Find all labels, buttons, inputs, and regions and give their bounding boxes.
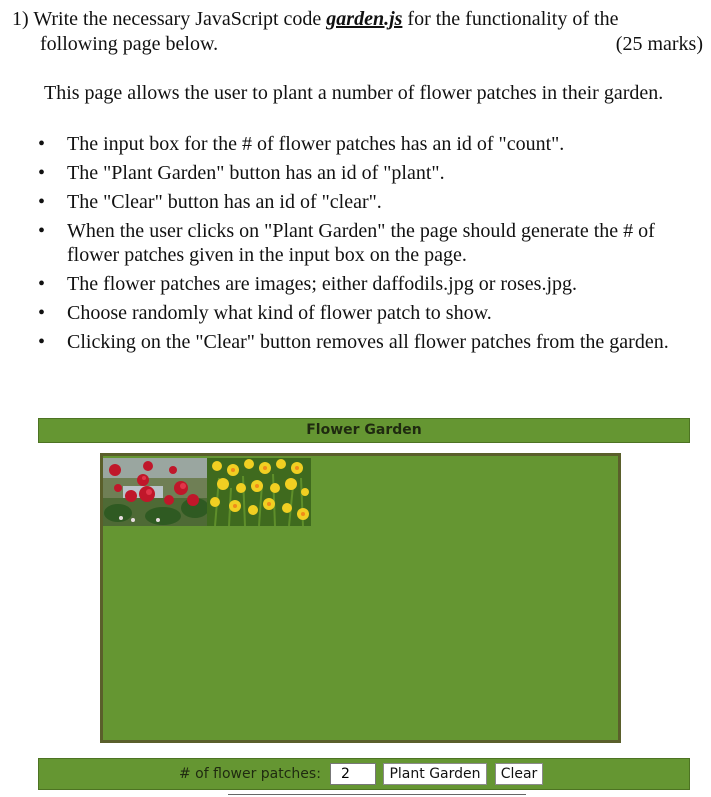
list-item bbox=[0, 190, 707, 214]
list-item-text: The "Clear" button has an id of "clear". bbox=[67, 191, 382, 213]
list-item bbox=[0, 161, 707, 185]
clear-button[interactable]: Clear bbox=[495, 763, 543, 785]
list-item bbox=[0, 219, 707, 267]
list-item-text: The "Plant Garden" button has an id of "plant". bbox=[67, 162, 445, 184]
flower-patches bbox=[103, 458, 311, 526]
list-item bbox=[0, 132, 707, 156]
requirements-list bbox=[0, 132, 711, 359]
bullet-icon: • bbox=[38, 191, 46, 213]
question-number: 1) bbox=[12, 8, 29, 30]
list-item-text: Choose randomly what kind of flower patch to show. bbox=[67, 302, 492, 324]
roses-image bbox=[103, 458, 207, 526]
question-line-1 bbox=[12, 7, 618, 31]
list-item-text: When the user clicks on "Plant Garden" the page should generate the # of flower patches given in the input box on the page. bbox=[67, 220, 655, 266]
question-marks: (25 marks) bbox=[615, 33, 703, 55]
list-item-text: Clicking on the "Clear" button removes all flower patches from the garden. bbox=[67, 331, 669, 353]
list-item-text: The input box for the # of flower patches has an id of "count". bbox=[67, 133, 565, 155]
intro-text: This page allows the user to plant a number of flower patches in their garden. bbox=[44, 82, 664, 104]
list-item bbox=[0, 272, 707, 296]
question-text-pre: Write the necessary JavaScript code bbox=[33, 8, 327, 30]
question-text-post: for the functionality of the bbox=[402, 8, 619, 30]
plant-garden-button[interactable]: Plant Garden bbox=[383, 763, 487, 785]
bullet-icon: • bbox=[38, 133, 46, 155]
question-line-2: following page below. bbox=[40, 33, 219, 55]
list-item-text: The flower patches are images; either daffodils.jpg or roses.jpg. bbox=[67, 273, 578, 295]
divider bbox=[228, 794, 526, 795]
count-label: # of flower patches: bbox=[179, 766, 321, 782]
bullet-icon: • bbox=[38, 273, 46, 295]
daffodils-image bbox=[207, 458, 311, 526]
bullet-icon: • bbox=[38, 220, 46, 242]
bullet-icon: • bbox=[38, 302, 46, 324]
bullet-icon: • bbox=[38, 162, 46, 184]
garden-area bbox=[100, 453, 621, 743]
list-item bbox=[0, 330, 707, 354]
count-input[interactable] bbox=[330, 763, 376, 785]
garden-title: Flower Garden bbox=[38, 418, 690, 443]
garden-controls bbox=[38, 758, 690, 790]
filename: garden.js bbox=[326, 8, 403, 30]
list-item bbox=[0, 301, 707, 325]
bullet-icon: • bbox=[38, 331, 46, 353]
